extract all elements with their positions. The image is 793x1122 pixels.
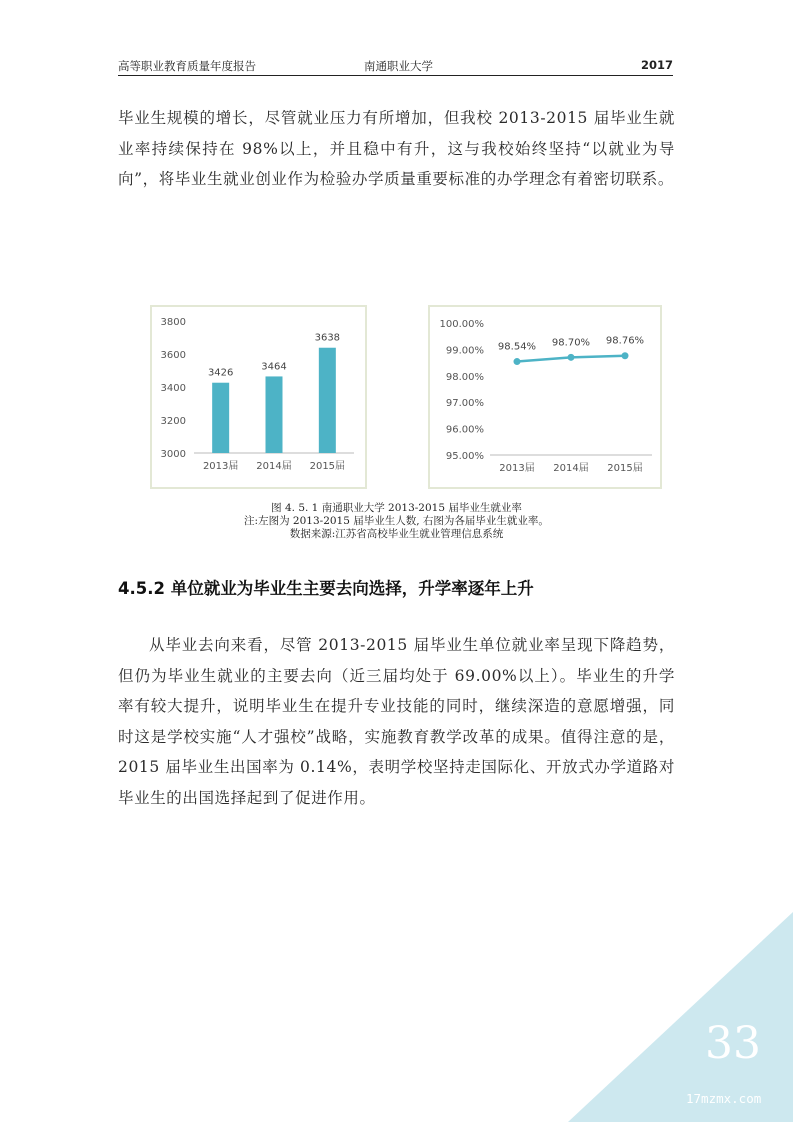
y-tick-label: 100.00% — [439, 319, 484, 330]
x-tick-label: 2013届 — [499, 463, 535, 474]
bar — [212, 383, 229, 453]
y-tick-label: 3200 — [160, 416, 186, 427]
body-paragraph-1: 毕业生规模的增长，尽管就业压力有所增加，但我校 2013-2015 届毕业生就业率持续保持在 98%以上，并且稳中有升，这与我校始终坚持“以就业为导向”，将毕业生就业创业作为检验办学质量重要标准的办学理念有着密切联系。 — [118, 109, 675, 188]
y-tick-label: 96.00% — [445, 424, 484, 436]
page-header — [118, 55, 673, 75]
figure-note: 注:左图为 2013-2015 届毕业生人数, 右图为各届毕业生就业率。 — [244, 515, 549, 527]
point-data-label: 98.70% — [551, 337, 591, 349]
bar-chart-svg — [152, 307, 365, 487]
y-tick-label: 98.00% — [445, 371, 484, 383]
point-data-label: 98.54% — [497, 341, 537, 353]
bar — [266, 376, 283, 453]
header-divider — [118, 75, 673, 76]
y-tick-label: 95.00% — [445, 451, 484, 462]
body-paragraph-2: 从毕业去向来看，尽管 2013-2015 届毕业生单位就业率呈现下降趋势，但仍为毕业生就业的主要去向（近三届均处于 69.00%以上）。毕业生的升学率有较大提升，说明毕业生在提升专业技能的同时，继续深造的意愿增强，同时这是学校实施“人才强校”战略，实施教育教学改革的成果。值得注意的是，2015 届毕业生出国率为 0.14%，表明学校坚持走国际化、开放式办学道路对毕业生的出国选择起到了促进作用。 — [118, 636, 675, 807]
figure-source: 数据来源:江苏省高校毕业生就业管理信息系统 — [289, 528, 504, 540]
y-tick-label: 3000 — [160, 449, 186, 460]
bar-data-label: 3638 — [314, 332, 341, 344]
page-number: 33 — [705, 1018, 761, 1069]
employment-rate-chart — [428, 305, 662, 489]
y-tick-label: 3600 — [160, 350, 186, 361]
point-data-label: 98.76% — [605, 335, 645, 347]
data-point — [622, 352, 629, 359]
section-heading: 4.5.2 单位就业为毕业生主要去向选择，升学率逐年上升 — [118, 579, 534, 598]
site-watermark: 17mzmx.com — [686, 1091, 762, 1106]
x-tick-label: 2015届 — [309, 461, 346, 472]
data-point — [514, 358, 521, 365]
x-tick-label: 2014届 — [553, 463, 589, 474]
bar-data-label: 3426 — [207, 367, 234, 379]
data-point — [568, 354, 575, 361]
bar-data-label: 3464 — [261, 361, 287, 373]
x-tick-label: 2015届 — [607, 463, 643, 474]
bar — [319, 348, 336, 453]
x-tick-label: 2013届 — [202, 461, 239, 472]
header-year: 2017 — [640, 58, 673, 72]
y-tick-label: 97.00% — [445, 398, 484, 410]
graduates-count-chart — [150, 305, 367, 489]
y-tick-label: 3800 — [160, 317, 186, 328]
line-chart-svg — [430, 307, 660, 487]
header-report-title: 高等职业教育质量年度报告 — [118, 59, 256, 73]
figure-caption: 图 4. 5. 1 南通职业大学 2013-2015 届毕业生就业率 — [271, 502, 522, 514]
header-school-name: 南通职业大学 — [364, 59, 433, 73]
x-tick-label: 2014届 — [256, 461, 292, 472]
y-tick-label: 3400 — [160, 383, 186, 394]
y-tick-label: 99.00% — [445, 345, 484, 357]
